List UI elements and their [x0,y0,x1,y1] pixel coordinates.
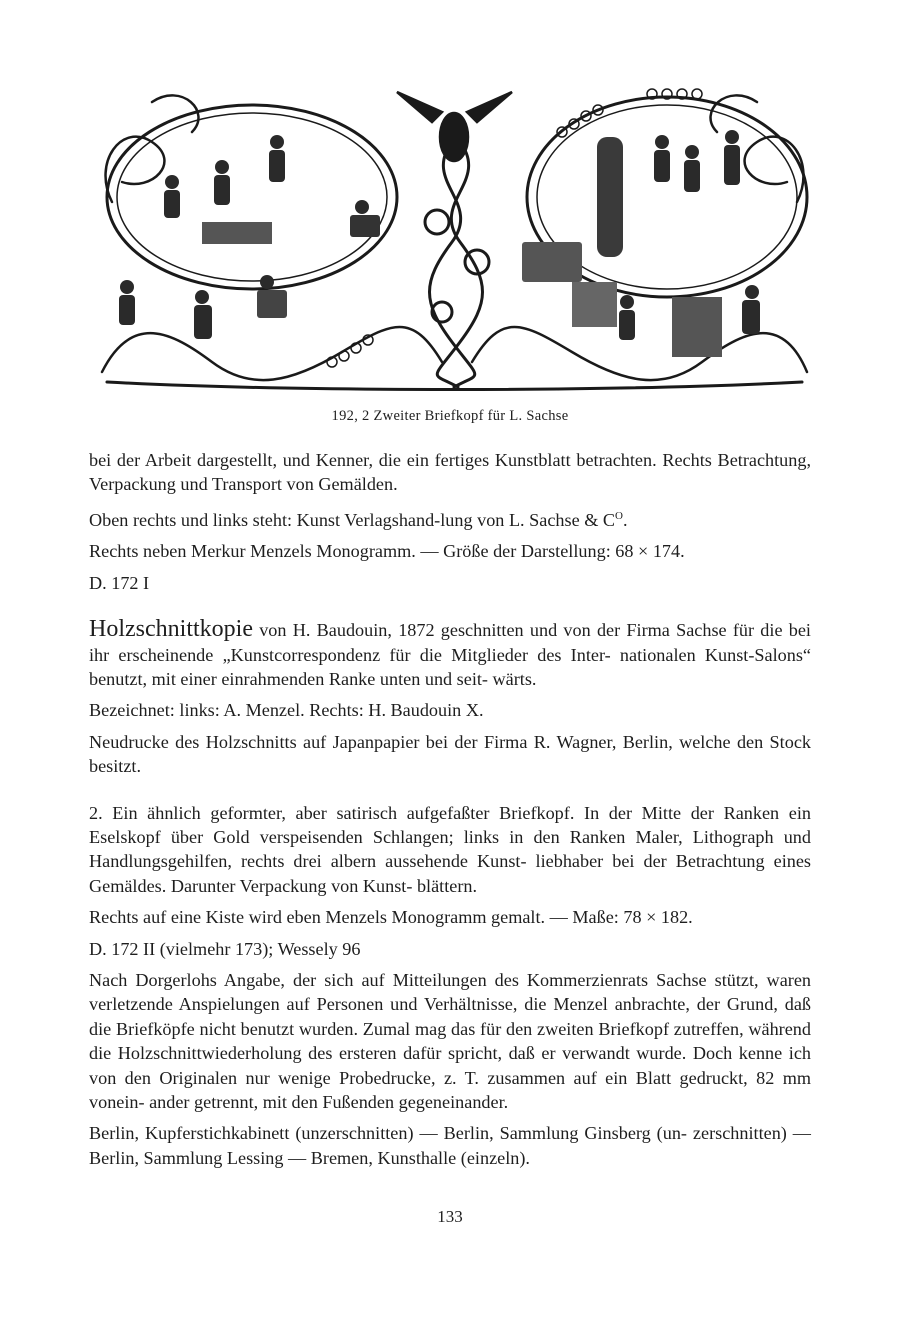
paragraph-2-end: . [622,509,628,530]
left-medallion [107,105,397,289]
paragraph-1: bei der Arbeit dargestellt, und Kenner, die ein fertiges Kunstblatt betrachten. Rechts Betrachtung, Verpackung und Transport von Gemälden. [89,450,811,495]
paragraph-11: Nach Dorgerlohs Angabe, der sich auf Mitteilungen des Kommerzienrats Sachse stützt, waren verletzende Anspielungen auf Personen und Verhältnisse, die Menzel anbrachte, der Grund, daß die Briefköpfe nicht benutzt wurden. Zumal mag das für den zweiten Briefkopf zutreffen, während die Holzschnittwiederholung des ersteren dafür spricht, daß er verwandt wurde. Doch kenne ich von den Originalen nur wenige Probedrucke, z. T. zusammen auf ein Blatt gedruckt, 82 mm vonein- ander getrennt, mit den Fußenden gegeneinander. [89,969,811,1112]
left-figures [119,135,380,339]
paragraph-4: D. 172 I [89,572,150,593]
body-text [89,448,811,1170]
paragraph-3: Rechts neben Merkur Menzels Monogramm. — Größe der Darstellung: 68 × 174. [89,541,685,562]
paragraph-10: D. 172 II (vielmehr 173); Wessely 96 [89,938,361,959]
coin-chains [327,89,702,367]
figure-caption: 192, 2 Zweiter Briefkopf für L. Sachse [331,408,569,424]
paragraph-5 [89,617,811,691]
paragraph-2-sup: O [615,509,623,522]
paragraph-9: Rechts auf eine Kiste wird eben Menzels Monogramm gemalt. — Maße: 78 × 182. [89,907,693,928]
page-number: 133 [437,1207,463,1226]
paragraph-5-rest: von H. Baudouin, 1872 geschnitten und von der Firma Sachse für die bei ihr erscheinende „Kunstcorrespondenz für die Mitglieder des Inter- nationalen Kunst-Salons“ benutzt, mit einer einrahmenden Ranke unten und seit- wärts. [89,620,811,689]
paragraph-2-text: Oben rechts und links steht: Kunst Verlagshand-lung von L. Sachse & C [89,509,616,530]
letterhead-illustration [92,82,817,394]
paragraph-8: 2. Ein ähnlich geformter, aber satirisch aufgefaßter Briefkopf. In der Mitte der Ranken ein Eselskopf über Gold verspeisenden Schlangen; links in den Ranken Maler, Lithograph und Handlungsgehilfen, rechts drei albern aussehende Kunst- liebhaber bei der Betrachtung eines Gemäldes. Darunter Verpackung von Kunst- blättern. [89,802,811,896]
paragraph-6: Bezeichnet: links: A. Menzel. Rechts: H. Baudouin X. [89,700,484,721]
paragraph-12: Berlin, Kupferstichkabinett (unzerschnitten) — Berlin, Sammlung Ginsberg (un- zerschnitten) — Berlin, Sammlung Lessing — Bremen, Kunsthalle (einzeln). [89,1123,811,1168]
donkey-head [397,92,512,161]
paragraph-2 [89,504,811,532]
paragraph-7: Neudrucke des Holzschnitts auf Japanpapier bei der Firma R. Wagner, Berlin, welche den Stock besitzt. [89,731,811,777]
right-figures [522,130,760,357]
paragraph-5-lead: Holzschnittkopie [89,616,253,643]
